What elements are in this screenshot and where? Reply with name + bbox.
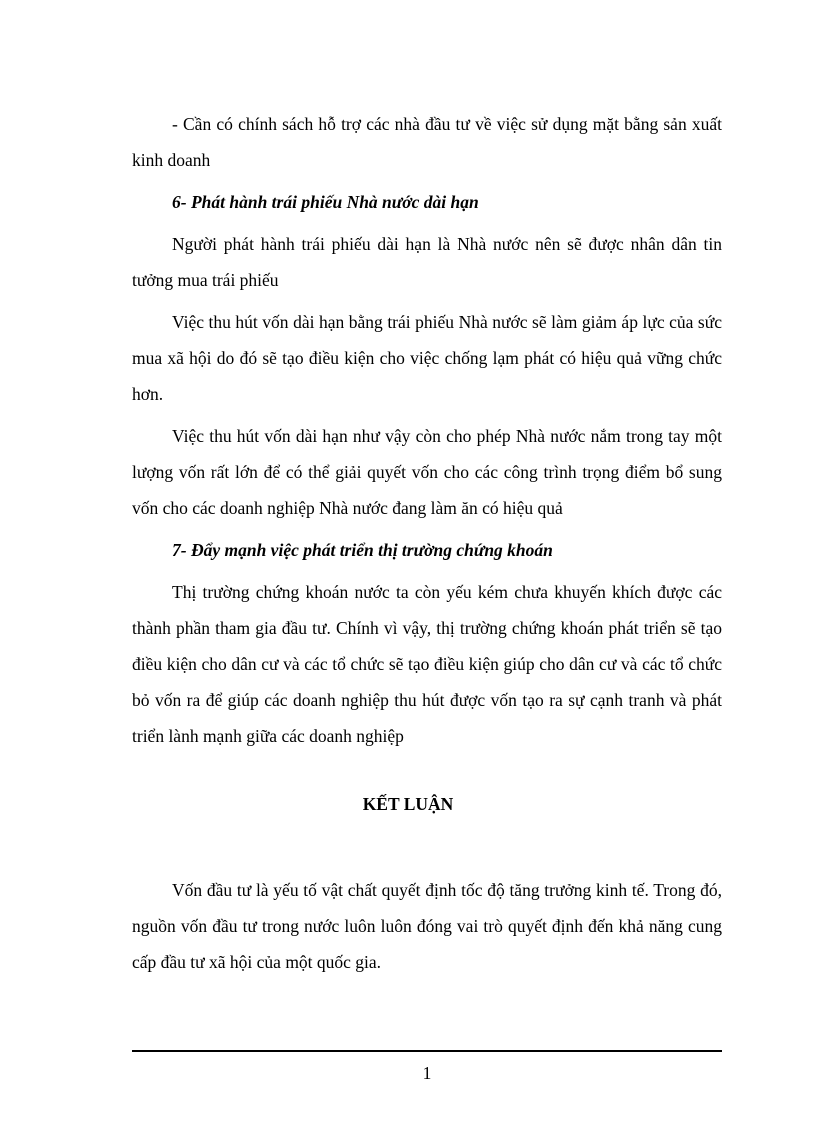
paragraph-bond-inflation: Việc thu hút vốn dài hạn bằng trái phiếu Nhà nước sẽ làm giảm áp lực của sức mua xã hội do đó sẽ tạo điều kiện cho việc chống lạm phát có hiệu quả vững chức hơn. (132, 312, 722, 404)
footer-divider (132, 1050, 722, 1052)
paragraph-bond-capital: Việc thu hút vốn dài hạn như vậy còn cho phép Nhà nước nắm trong tay một lượng vốn rất lớn để có thể giải quyết vốn cho các công trình trọng điểm bổ sung vốn cho các doanh nghiệp Nhà nước đang làm ăn có hiệu quả (132, 426, 722, 518)
paragraph-conclusion: Vốn đầu tư là yếu tố vật chất quyết định tốc độ tăng trưởng kinh tế. Trong đó, nguồn vốn đầu tư trong nước luôn luôn đóng vai trò quyết định đến khả năng cung cấp đầu tư xã hội của một quốc gia. (132, 880, 722, 972)
paragraph-land-support: - Cần có chính sách hỗ trợ các nhà đầu tư về việc sử dụng mặt bằng sản xuất kinh doanh (132, 114, 722, 170)
heading-stock-market: 7- Đẩy mạnh việc phát triển thị trường chứng khoán (172, 540, 553, 560)
document-body (132, 106, 722, 760)
heading-government-bonds: 6- Phát hành trái phiếu Nhà nước dài hạn (172, 192, 479, 212)
page-number: 1 (422, 1063, 432, 1083)
paragraph-stock-market: Thị trường chứng khoán nước ta còn yếu kém chưa khuyến khích được các thành phần tham gia đầu tư. Chính vì vậy, thị trường chứng khoán phát triển sẽ tạo điều kiện cho dân cư và các tổ chức sẽ tạo điều kiện giúp cho dân cư và các tổ chức bỏ vốn ra để giúp các doanh nghiệp thu hút được vốn tạo ra sự cạnh tranh và phát triển lành mạnh giữa các doanh nghiệp (132, 582, 722, 746)
conclusion-body (132, 872, 722, 986)
paragraph-bond-trust: Người phát hành trái phiếu dài hạn là Nhà nước nên sẽ được nhân dân tin tưởng mua trái phiếu (132, 234, 722, 290)
conclusion-title: KẾT LUẬN (362, 794, 454, 814)
